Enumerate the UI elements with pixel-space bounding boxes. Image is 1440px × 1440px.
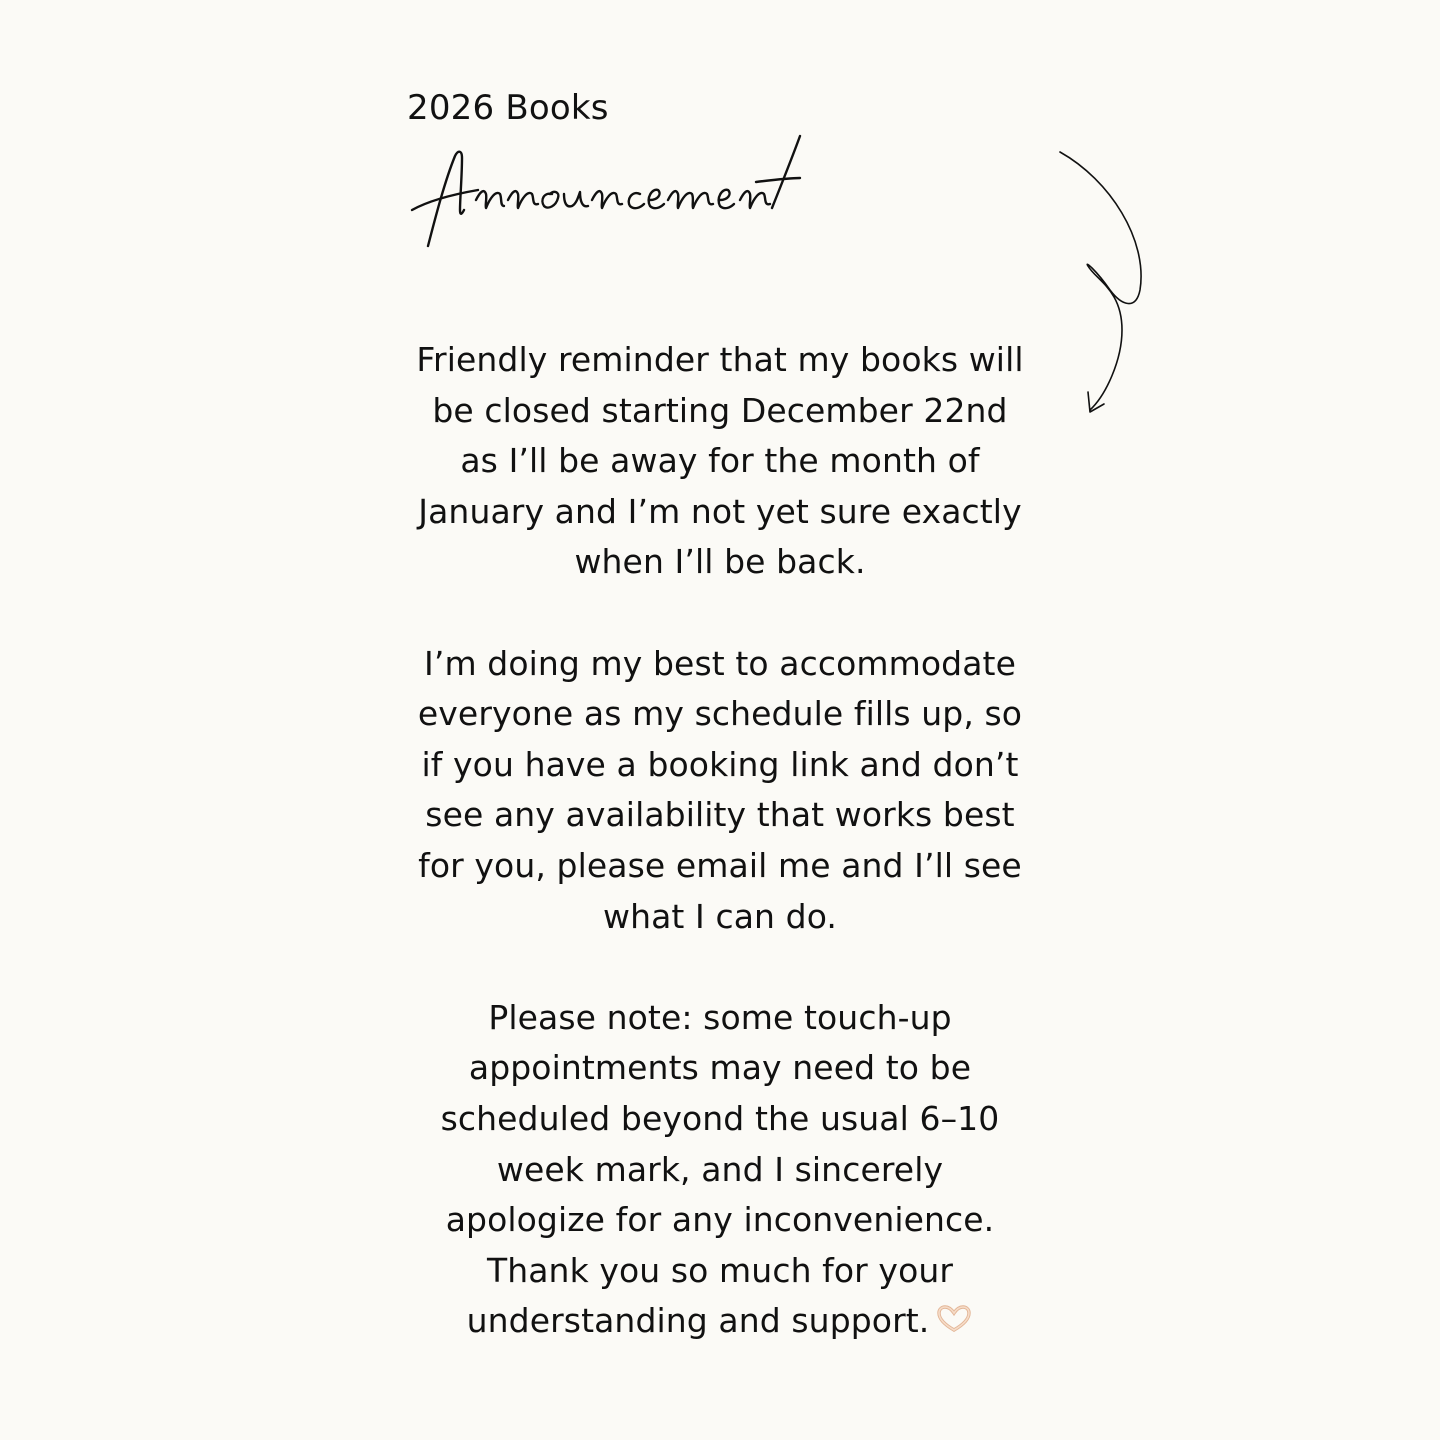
- text-line: appointments may need to be: [468, 1048, 972, 1088]
- text-line: see any availability that works best: [425, 795, 1015, 835]
- paragraph-books-closed: [360, 335, 1080, 588]
- text-line: Friendly reminder that my books will: [416, 340, 1024, 379]
- text-line: January and I’m not yet sure exactly: [418, 491, 1022, 531]
- paragraph-please-note: [360, 993, 1080, 1347]
- text-line: week mark, and I sincerely: [496, 1149, 944, 1189]
- script-title: [400, 128, 1000, 258]
- paragraph-spacer: [360, 942, 1080, 993]
- text-line: for you, please email me and I’ll see: [418, 845, 1022, 885]
- text-line: if you have a booking link and don’t: [421, 744, 1019, 784]
- announcement-script-lettering: [400, 128, 1000, 258]
- text-line: be closed starting December 22nd: [432, 390, 1008, 430]
- text-line: everyone as my schedule fills up, so: [417, 694, 1023, 734]
- text-line: I’m doing my best to accommodate: [424, 643, 1016, 683]
- text-line: as I’ll be away for the month of: [460, 441, 980, 481]
- subtitle: 2026 Books: [407, 88, 609, 128]
- text-line-last-text: understanding and support.: [466, 1301, 930, 1341]
- text-line: Thank you so much for your: [486, 1250, 954, 1290]
- text-line: scheduled beyond the usual 6–10: [440, 1098, 1000, 1138]
- text-line: Please note: some touch-up: [488, 997, 952, 1037]
- text-line: what I can do.: [603, 896, 837, 936]
- text-line-last: [360, 1296, 1080, 1347]
- text-line: when I’ll be back.: [574, 542, 866, 582]
- text-line: apologize for any inconvenience.: [445, 1200, 995, 1240]
- announcement-body: [360, 335, 1080, 1347]
- heart-hands-icon: [935, 1304, 973, 1334]
- paragraph-spacer: [360, 588, 1080, 639]
- paragraph-accommodate: [360, 639, 1080, 943]
